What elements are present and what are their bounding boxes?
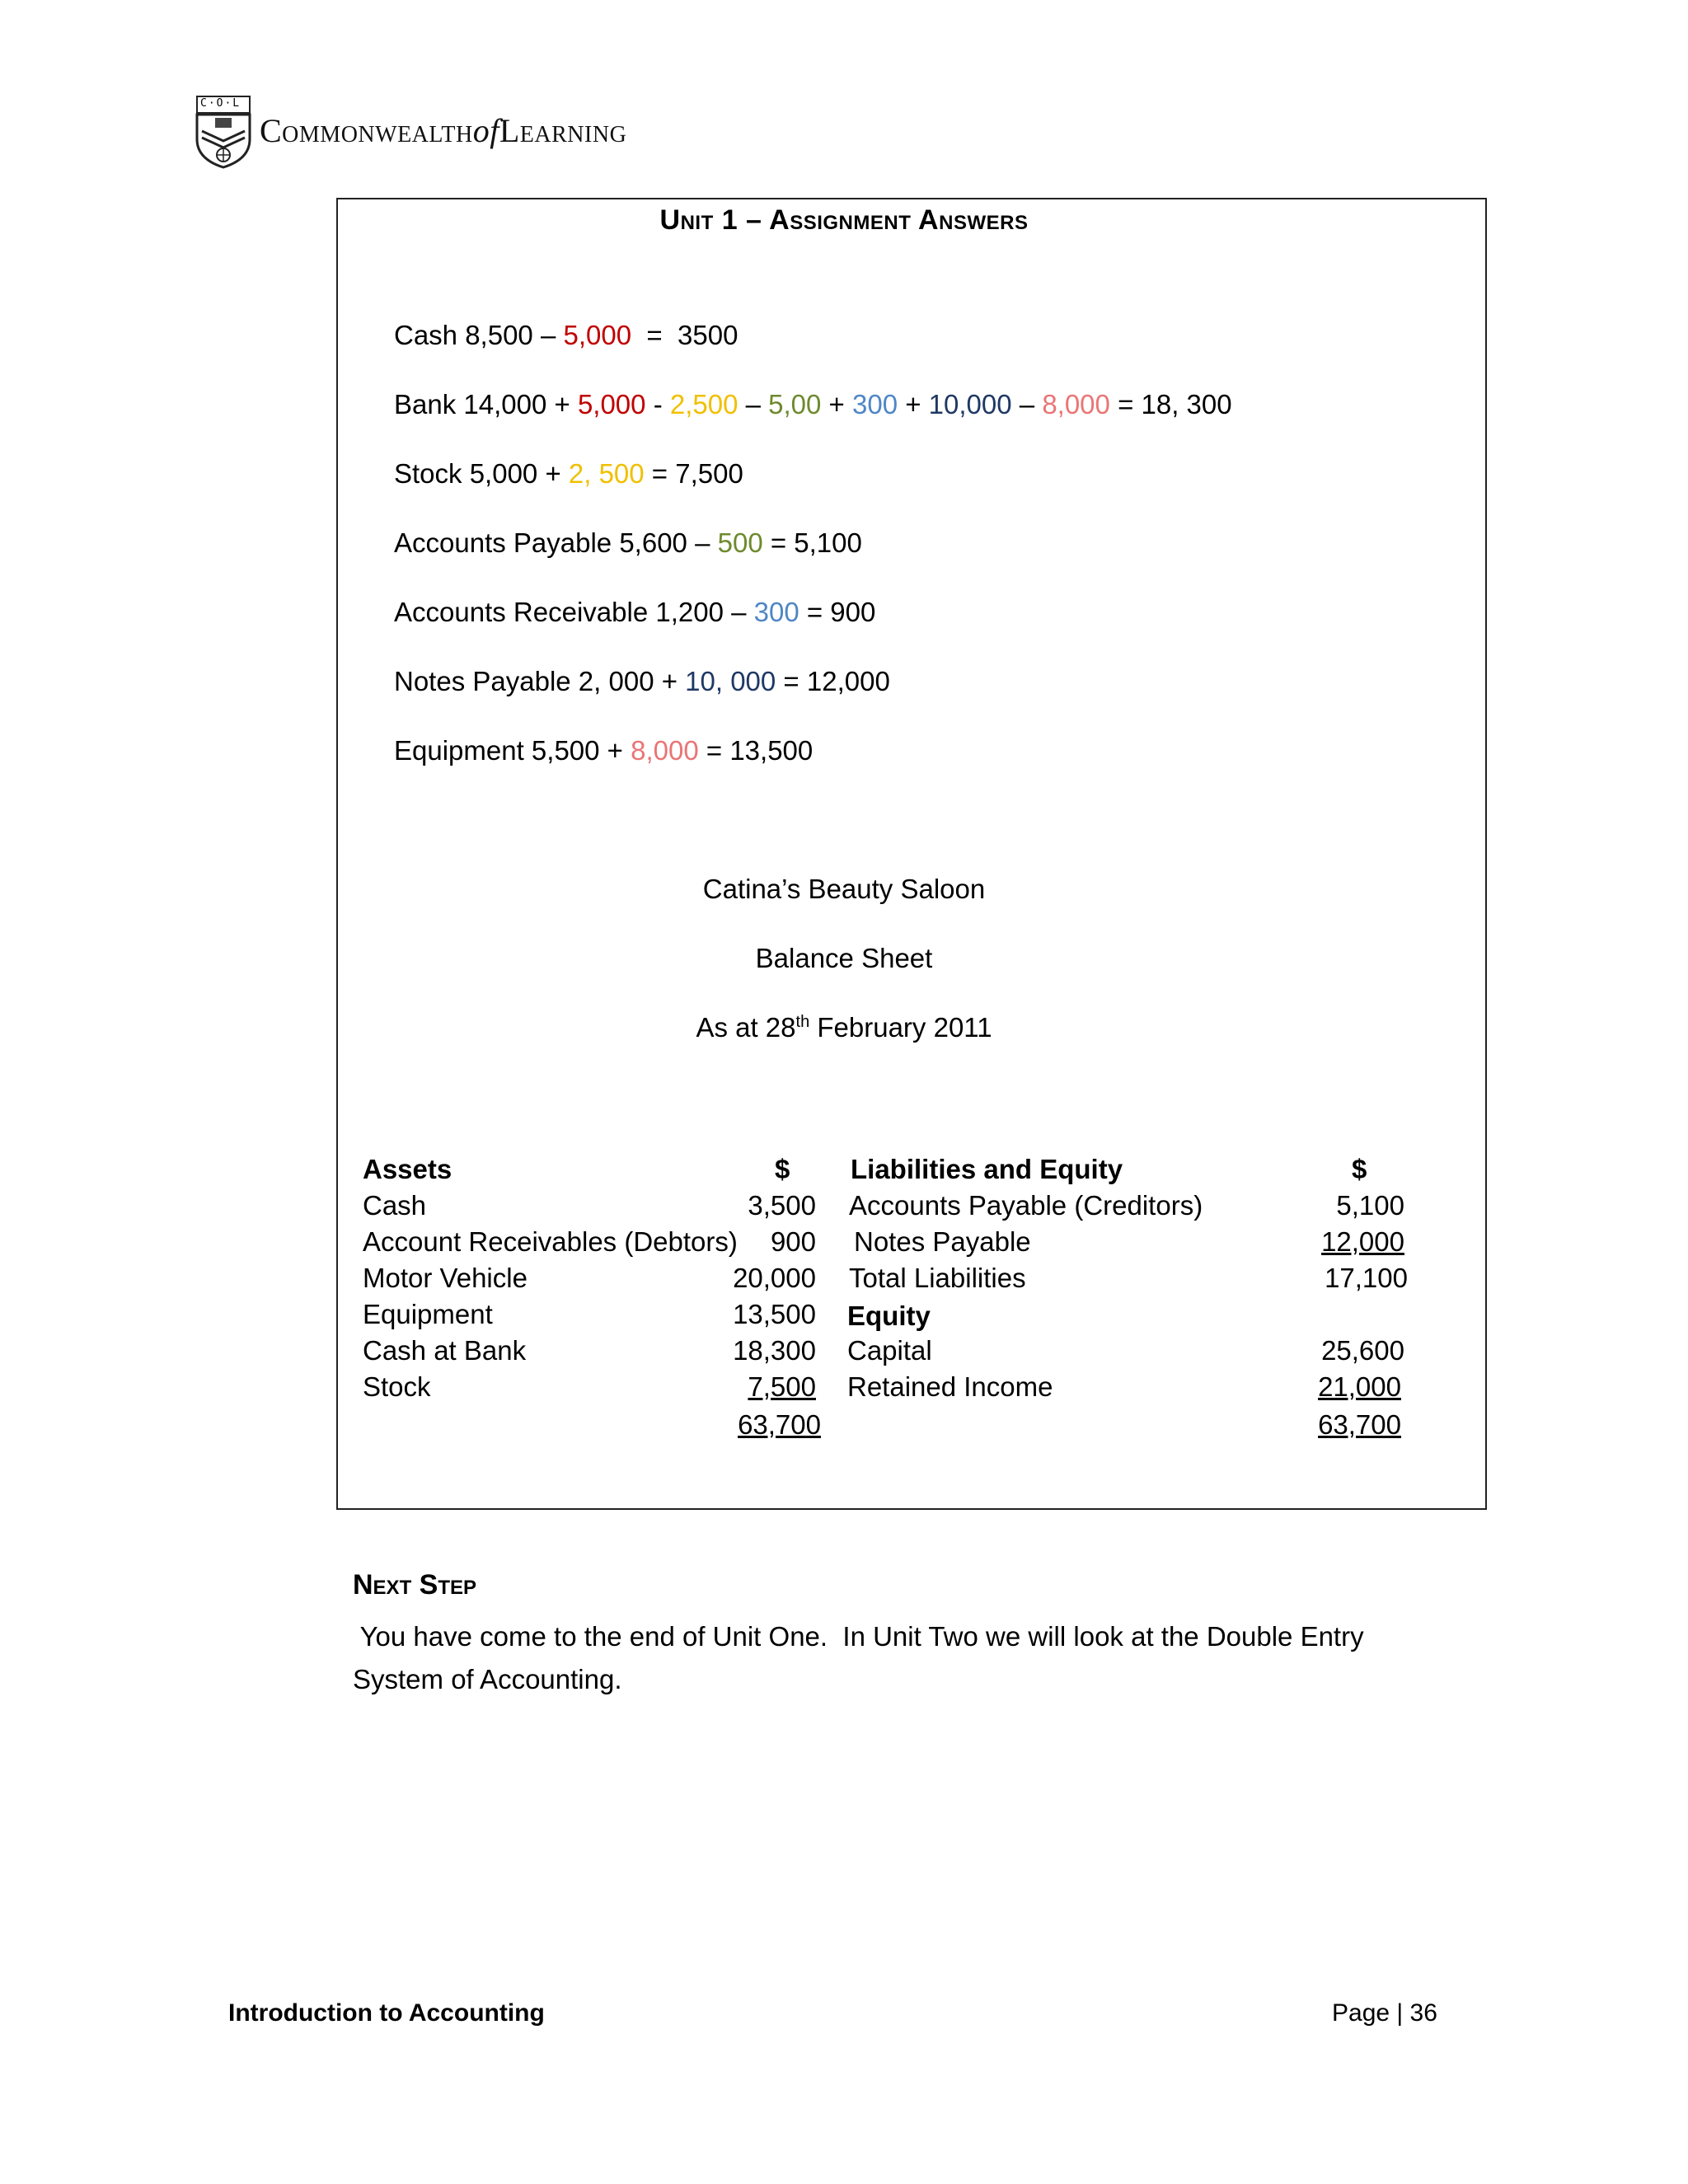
logo-word-commonwealth: Commonwealth (260, 112, 473, 149)
asset-value: 20,000 (733, 1263, 816, 1293)
equation-segment: Accounts Payable 5,600 – (394, 527, 718, 558)
asset-value: 18,300 (733, 1335, 816, 1366)
equation-line (394, 597, 875, 628)
logo-wordmark (260, 111, 626, 150)
assets-currency: $ (775, 1154, 790, 1184)
equity-header: Equity (847, 1301, 931, 1331)
liability-label: Accounts Payable (Creditors) (849, 1190, 1203, 1221)
equation-segment: 8,000 (1042, 389, 1110, 419)
equation-segment: = 12,000 (776, 666, 890, 696)
statement-name: Balance Sheet (755, 943, 933, 973)
equation-segment: – (1011, 389, 1043, 419)
equity-value: 25,600 (1321, 1335, 1404, 1366)
equation-segment: = 5,100 (762, 527, 862, 558)
equation-segment: Cash 8,500 – (394, 320, 564, 350)
equation-segment: = 3500 (631, 320, 738, 350)
equation-segment: Stock 5,000 + (394, 458, 569, 489)
equation-line (394, 458, 743, 490)
asset-value: 7,500 (748, 1371, 816, 1402)
asset-label: Account Receivables (Debtors) (363, 1226, 738, 1257)
liability-label: Notes Payable (854, 1226, 1031, 1257)
equation-line (394, 527, 862, 559)
col-logo (195, 95, 657, 171)
equation-segment: 300 (753, 597, 799, 627)
equity-label: Retained Income (847, 1371, 1053, 1402)
asset-label: Stock (363, 1371, 431, 1402)
logo-word-of: of (472, 112, 499, 149)
logo-badge: C·O·L (200, 97, 241, 110)
statement-date-prefix: As at 28 (696, 1012, 796, 1043)
logo-word-learning: Learning (499, 112, 627, 149)
asset-label: Cash at Bank (363, 1335, 527, 1366)
equation-segment: + (821, 389, 852, 419)
liability-value: 12,000 (1321, 1226, 1404, 1257)
footer-course-title: Introduction to Accounting (228, 1999, 545, 2027)
asset-label: Cash (363, 1190, 427, 1221)
liability-value: 17,100 (1325, 1263, 1408, 1293)
equation-segment: - (645, 389, 670, 419)
statement-date (0, 1012, 1688, 1043)
equation-segment: = 900 (799, 597, 876, 627)
liability-value: 5,100 (1336, 1190, 1404, 1221)
equation-line (394, 389, 1232, 420)
equation-segment: 300 (852, 389, 898, 419)
equation-segment: Notes Payable 2, 000 + (394, 666, 686, 696)
equation-segment: Equipment 5,500 + (394, 735, 631, 766)
asset-label: Motor Vehicle (363, 1263, 528, 1293)
asset-label: Equipment (363, 1299, 493, 1329)
footer-page-number: Page | 36 (1332, 1999, 1437, 2027)
statement-company: Catina’s Beauty Saloon (702, 874, 986, 904)
equation-line (394, 735, 813, 766)
liabilities-currency: $ (1352, 1154, 1367, 1184)
equation-segment: 10, 000 (685, 666, 776, 696)
equation-line (394, 320, 738, 351)
asset-value: 3,500 (748, 1190, 816, 1221)
equation-segment: 8,000 (631, 735, 699, 766)
statement-date-sup: th (795, 1013, 810, 1031)
asset-value: 13,500 (733, 1299, 816, 1329)
assets-header: Assets (363, 1154, 452, 1184)
equation-segment: 5,000 (577, 389, 646, 419)
liability-label: Total Liabilities (849, 1263, 1026, 1293)
equation-segment: Bank 14,000 + (394, 389, 578, 419)
equation-segment: = 13,500 (698, 735, 814, 766)
equation-segment: – (738, 389, 769, 419)
equation-segment: + (898, 389, 929, 419)
next-step-title: Next Step (353, 1569, 477, 1601)
statement-date-suffix: February 2011 (809, 1012, 992, 1043)
next-step-text (353, 1615, 1474, 1701)
equation-segment: Accounts Receivable 1,200 – (394, 597, 754, 627)
next-step-line2: System of Accounting. (353, 1664, 622, 1694)
equation-segment: = 7,500 (644, 458, 743, 489)
box-title: Unit 1 – Assignment Answers (659, 204, 1029, 236)
equation-segment: 5,000 (563, 320, 632, 350)
equation-segment: 5,00 (768, 389, 822, 419)
asset-value: 900 (770, 1226, 816, 1257)
assets-total: 63,700 (738, 1409, 821, 1440)
equity-label: Capital (847, 1335, 932, 1366)
liabilities-header: Liabilities and Equity (851, 1154, 1123, 1184)
equity-value: 21,000 (1318, 1371, 1401, 1402)
equation-segment: 10,000 (928, 389, 1012, 419)
next-step-line1: You have come to the end of Unit One. In Unit Two we will look at the Double Entry (353, 1621, 1364, 1652)
equation-segment: 500 (717, 527, 763, 558)
liabilities-total: 63,700 (1318, 1409, 1401, 1440)
equation-segment: = 18, 300 (1109, 389, 1232, 419)
equation-segment: 2,500 (669, 389, 738, 419)
equation-segment: 2, 500 (568, 458, 645, 489)
equation-line (394, 666, 890, 697)
